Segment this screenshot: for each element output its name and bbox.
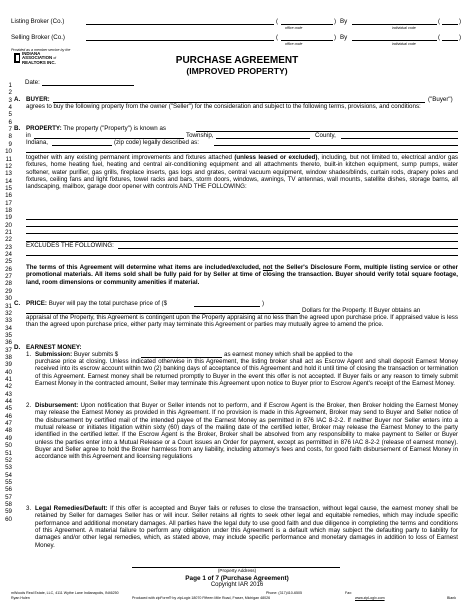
line-number: 32 [5,309,12,317]
line-number: 39 [5,361,12,369]
disbursement-text: Disbursement: Upon notification that Buyer or Seller intends not to perform, and if Escrow Agent is the Broker, then Broker holding the Earnest Money may release the Earnest Money as provided in this Agreement. If no provision is made in this Agreement, Broker may send to Buyer and Seller notice of the disbursement by certified mail of the intended payee of the Earnest Money as permitted in 876 IAC 8-2-2. If neither Buyer nor Seller enters into a mutual release or initiates litigation within sixty (60) days of the mailing date of the certified letter, Broker may release the Earnest Money to the party identified in the certified letter. If the Escrow Agent is the Broker, Broker shall be absolved from any responsibility to make payment to Seller or Buyer unless the parties enter into a Mutual Release or a Court issues an Order for payment, except as permitted in 876 IAC 8-2-2 (release of earnest money). Buyer and Seller agree to hold the Broker harmless from any liability, including attorney's fees and costs, for good faith disbursement of Earnest Money in accordance with this Agreement and licensing regulations [35,402,458,461]
selling-by-label: By [340,34,348,41]
line-number: 10 [5,148,12,156]
line-number: 38 [5,353,12,361]
line-number: 23 [5,243,12,251]
listing-by-label: By [340,18,348,25]
included-items-field-1[interactable] [26,219,458,220]
line-number: 48 [5,427,12,435]
line-number: 31 [5,302,12,310]
line-number: 27 [5,273,12,281]
listing-broker-label: Listing Broker (Co.) [11,18,65,25]
line-number: 53 [5,464,12,472]
line-number: 50 [5,442,12,450]
selling-agent-field[interactable] [352,40,437,41]
line-number: 6 [8,118,12,126]
indiana-label: Indiana, [26,139,49,146]
submission-line: Submission: Buyer submits $ [35,351,119,358]
individual-code-caption: individual code [392,26,416,30]
price-dollars-label: Dollars for the Property. If Buyer obtains an [302,307,421,314]
included-items-field-3[interactable] [26,233,458,234]
line-number: 14 [5,177,12,185]
fixtures-text: together with any existing permanent improvements and fixtures attached (unless leased or excluded), including, but not limited to, electrical and/or gas fixtures, home heating fuel, heating and central air-conditioning equipment and all attachments thereto, built-in kitchen equipment, sump pumps, water softener, water purifier, gas grills, fireplace inserts, gas logs and grates, central vacuum equipment, window shades/blinds, curtain rods, drapery poles and fixtures, ceiling fans and light fixtures, towel racks and bars, storm doors, windows, awnings, TV antennas, wall mounts, satellite dishes, storage barns, all landscaping, mailbox, garage door opener with controls AND THE FOLLOWING: [26,154,459,191]
date-label: Date: [25,79,40,86]
line-number: 7 [8,126,12,134]
line-number: 12 [5,162,12,170]
line-number: 19 [5,214,12,222]
line-number: 46 [5,412,12,420]
page-number: Page 1 of 7 (Purchase Agreement) [185,575,289,582]
zip-field[interactable] [52,145,112,146]
footer-produced-by: Produced with zipForm® by zipLogix 18070 Fifteen Mile Road, Fraser, Michigan 48026 [132,596,271,600]
provided-by-text: Provided as a member service by the [11,48,71,52]
line-number: 36 [5,339,12,347]
line-number: 17 [5,199,12,207]
footer-office-address: mWoods Real Estate, LLC, 4111 Wythe Lane Indianapolis, IN46250 [11,591,119,595]
individual-code-caption-2: individual code [392,42,416,46]
buyer-label: BUYER: [26,96,50,103]
line-number: 9 [8,140,12,148]
line-number: 5 [8,111,12,119]
line-number: 54 [5,471,12,479]
line-number: 21 [5,229,12,236]
listing-agent-field[interactable] [352,24,437,25]
footer-doc-name: Blank [447,596,456,600]
excluded-items-field-2[interactable] [26,255,458,256]
listing-broker-field[interactable] [86,24,274,25]
price-appraisal-text: appraisal of the Property, this Agreement is contingent upon the Property appraising at no less than the agreed upon purchase price. If appraised value is less than the agreed upon purchase price, either party may terminate this Agreement or parties may mutually agree to amend the price. [26,314,458,329]
line-number: 42 [5,383,12,391]
terms-bold-text: The terms of this Agreement will determine what items are included/excluded, not the Seller's Disclosure Form, multiple listing service or other promotional materials. All items sold shall be fully paid for by Seller at time of closing the transaction. Buyer should verify total square footage, land, room dimensions or community amenities if material. [26,264,458,286]
line-number: 4 [8,104,12,112]
in-label: in [26,132,31,139]
included-items-field-2[interactable] [26,226,458,227]
selling-office-code-field[interactable] [281,40,333,41]
line-number: 20 [5,221,12,229]
listing-office-code-field[interactable] [281,24,333,25]
line-number: 11 [5,155,12,163]
line-number: 33 [5,317,12,325]
line-number: 56 [5,486,12,494]
line-number: 13 [5,170,12,178]
property-label-line: PROPERTY: The property ("Property") is known as [26,125,166,132]
line-number: 47 [5,420,12,428]
line-number: 41 [5,376,12,383]
price-number-field[interactable] [194,306,260,307]
copyright: Copyright IAR 2016 [210,582,264,588]
county-label: County, [315,132,336,139]
line-number: 55 [5,478,12,486]
line-number: 34 [5,324,12,332]
line-number: 8 [8,133,12,141]
line-number: 40 [5,368,12,376]
line-number: 44 [5,398,12,406]
office-code-caption-2: office code [285,42,303,46]
line-number: 28 [5,280,12,288]
line-number: 25 [5,258,12,266]
legal-description-field-1[interactable] [214,145,458,146]
line-number: 60 [5,515,12,523]
line-number: 30 [5,295,12,303]
page-subtitle: (IMPROVED PROPERTY) [186,66,288,76]
line-number: 22 [5,236,12,244]
line-number: 29 [5,287,12,295]
zip-label: (zip code) legally described as: [114,139,199,146]
line-number: 3 [8,96,12,104]
footer-fax: Fax: [345,591,352,595]
township-label: Township, [186,132,214,139]
line-number: 35 [5,331,12,339]
iar-logo-text: INDIANA ASSOCIATION of REALTORS INC. [22,51,57,65]
footer-ziplogix-link[interactable]: www.zipLogix.com [355,596,385,600]
selling-broker-field[interactable] [86,40,274,41]
line-number: 2 [8,89,12,97]
footer-agent-name: Ryan Hulen [11,596,30,600]
date-field[interactable] [42,85,134,86]
line-number: 49 [5,434,12,442]
listing-individual-code-field[interactable] [442,24,458,25]
line-number: 51 [5,449,12,457]
office-code-caption: office code [285,26,303,30]
buyer-text: agrees to buy the following property from the owner ("Seller") for the consideration and subject to the following terms, provisions, and conditions: [26,103,421,110]
buyer-quote: ("Buyer") [428,96,453,103]
excluded-items-field-1[interactable] [118,248,458,249]
page-title: PURCHASE AGREEMENT [175,55,299,66]
line-number: 58 [5,500,12,508]
line-number: 24 [5,251,12,259]
township-field[interactable] [216,138,310,139]
county-field[interactable] [341,138,458,139]
property-address-caption: (Property Address) [217,568,257,573]
excludes-label: EXCLUDES THE FOLLOWING: [26,242,114,249]
line-number: 18 [5,206,12,214]
selling-individual-code-field[interactable] [442,40,458,41]
line-number: 26 [5,265,12,273]
line-number: 1 [8,82,12,89]
line-number: 16 [5,192,12,200]
submission-text: purchase price at closing. Unless indicated otherwise in this Agreement, the listing broker shall act as Escrow Agent and shall deposit Earnest Money received into its escrow account within two (2) banking days of acceptance of this Agreement and hold it until time of closing the transaction or termination of this Agreement. Earnest money shall be returned promptly to Buyer in the event this offer is not accepted. If Buyer fails or any reason to timely submit Earnest Money in the contracted amount, Seller may terminate this Agreement upon notice to Buyer prior to Escrow Agent's receipt of the Earnest Money. [35,358,458,388]
line-number: 15 [5,184,12,192]
line-number: 37 [5,346,12,354]
line-number: 59 [5,508,12,516]
earnest-money-label: EARNEST MONEY: [26,344,82,351]
line-number: 45 [5,405,12,413]
line-number: 52 [5,456,12,464]
line-number: 43 [5,390,12,398]
footer-phone: Phone: (317)410-6505 [266,591,302,595]
legal-description-field-2[interactable] [26,152,458,153]
price-line: PRICE: Buyer will pay the total purchase price of ($ [26,300,168,307]
line-number: 57 [5,493,12,501]
legal-remedies-text: Legal Remedies/Default: If this offer is accepted and Buyer fails or refuses to close the transaction, without legal cause, the earnest money shall be retained by Seller for damages Seller has or will incur. Seller retains all rights to seek other legal and equitable remedies, which may include specific performance and additional monetary damages. All parties have the legal duty to use good faith and due diligence in completing the terms and conditions of this Agreement. A material failure to perform any obligation under this Agreement is a default which may subject the defaulting party to liability for damages and/or other legal remedies, which, as stated above, may include specific performance and monetary damages in addition to loss of Earnest Money. [35,505,458,549]
selling-broker-label: Selling Broker (Co.) [11,34,65,41]
